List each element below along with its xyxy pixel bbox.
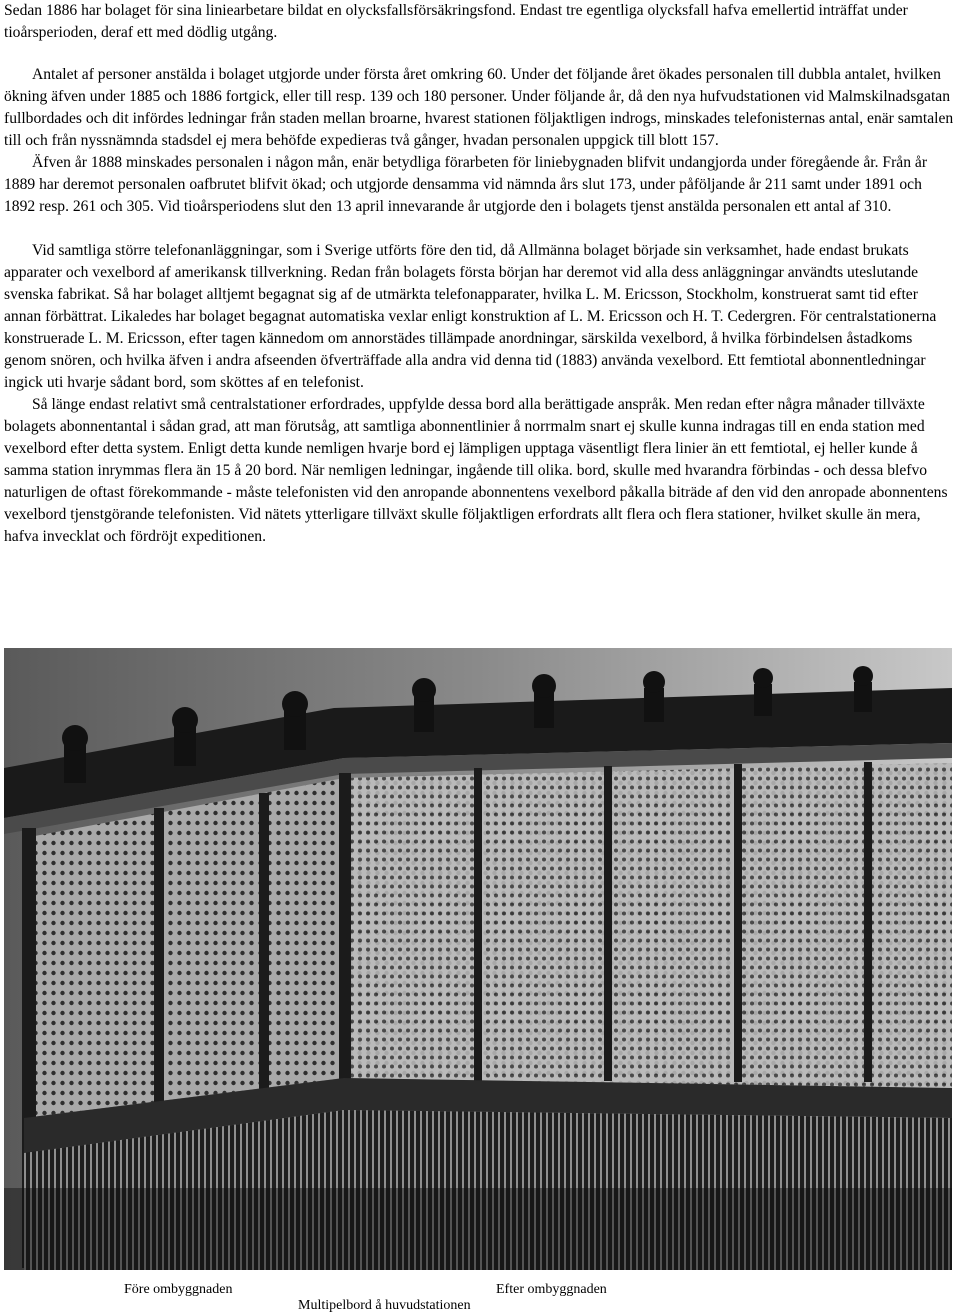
paragraph-personnel: Antalet af personer anstälda i bolaget utgjorde under första året omkring 60. Under det följande året ökades personalen till dubbla antalet, hvilken ökning äfven under 1885 och 1886 fortgick, eller till resp. 139 och 180 personer. Under följande år, då den nya hufvudstationen vid Malmskilnadsgatan fullbordades och dit infördes ledningar från staden mellan broarne, hvarest stationen följaktligen indrogs, minskades telefonisternas antal, enär samtalen till och från nyssnämnda stadsdel ej mera behöfde expedieras två gånger, hvadan personalen uppgick till blott 157. [4,66,954,149]
figure-caption: Multipelbord å huvudstationen [298,1298,471,1313]
caption-before-rebuild: Före ombyggnaden [124,1282,233,1297]
caption-after-rebuild: Efter ombyggnaden [496,1282,607,1297]
paragraph-spacer [4,44,956,64]
paragraph-personnel-continued: Äfven år 1888 minskades personalen i någon mån, enär betydliga förarbeten för liniebygnaden blifvit undangjorda under föregående år. Från år 1889 har deremot personalen oafbrutet blifvit ökad; och utgjorde densamma vid nämnda års slut 173, under påföljande år 211 samt under 1891 och 1892 resp. 261 och 305. Vid tioårsperiodens slut den 13 april innevarande år utgjorde den i bolagets tjenst anstälda personalen ett antal af 310. [4,154,928,215]
paragraph-spacer [4,218,956,240]
switchboard-photograph [4,648,952,1270]
paragraph-accident-fund: Sedan 1886 har bolaget för sina liniearbetare bildat en olycksfallsförsäkringsfond. Endast tre egentliga olycksfall hafva emellertid inträffat under tioårsperioden, deraf ett med dödlig utgång. [4,2,908,41]
paragraph-equipment: Vid samtliga större telefonanläggningar, som i Sverige utförts före den tid, då Allmänna bolaget började sin verksamhet, hade endast brukats apparater och vexelbord af amerikansk tillverkning. Redan från bolagets första början har deremot vid alla dess anläggningar användts uteslutande svenska fabrikat. Så har bolaget alltjemt begagnat sig af de utmärkta telefonapparater, hvilka L. M. Ericsson, Stockholm, konstruerat samt tid efter annan förbättrat. Likaledes har bolaget begagnat automatiska vexlar enligt konstruktion af L. M. Ericsson och H. T. Cedergren. För centralstationerna konstruerade L. M. Ericsson, efter tagen kännedom om annorstädes tillämpade anordningar, särskilda vexelbord, å hvilka förbindelsen åstadkoms genom snören, och hvilka äfven i andra afseenden öfverträffade alla andra vid denna tid (1883) använda vexelbord. Ett femtiotal abonnentledningar ingick uti hvarje sådant bord, som sköttes af en telefonist. [4,242,937,391]
document-body [4,0,956,548]
paragraph-switchboards: Så länge endast relativt små centralstationer erfordrades, uppfylde dessa bord alla berättigade anspråk. Men redan efter några månader tillväxte bolagets abonnentantal i sådan grad, att man förutsåg, att samtliga abonnentlinier å norrmalm snart ej skulle kunna indragas till en enda station med vexelbord efter detta system. Enligt detta kunde nemligen hvarje bord ej lämpligen upptaga väsentligt flera linier än ett femtiotal, ej heller kunde å samma station inrymmas flera än 15 å 20 bord. När nemligen ledningar, ingående till olika. bord, skulle med hvarandra förbindas - och dessa blefvo naturligen de oftast förekommande - måste telefonisten vid den anropande abonnentens vexelbord påkalla biträde af den vid den anropade abonnentens vexelbord tjenstgörande telefonisten. Vid nätets ytterligare tillväxt skulle följaktligen erfordrats allt flera och flera stationer, hvilket skulle än mera, hafva invecklat och fördröjt expeditionen. [4,396,948,545]
switchboard-illustration [4,648,952,1270]
